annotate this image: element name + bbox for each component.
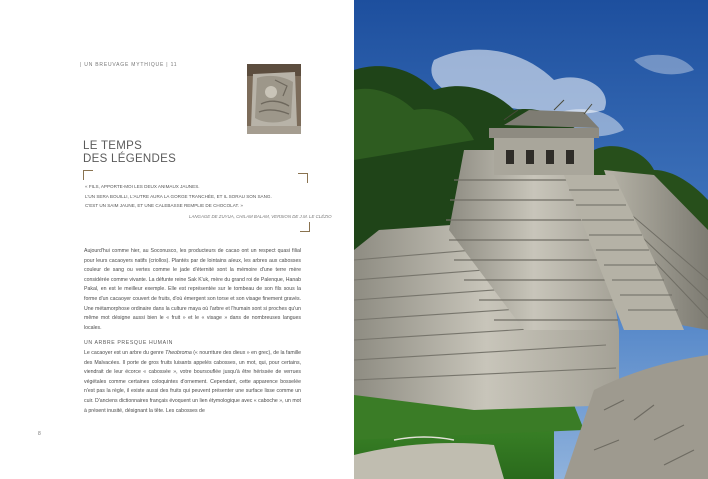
epigraph-quote [85,182,317,211]
quote-bracket-top-left [83,170,93,180]
running-head: | UN BREUVAGE MYTHIQUE | 11 [80,62,178,68]
quote-line: « FILS, APPORTE-MOI LES DEUX ANIMAUX JAUNES. [85,184,200,189]
right-page [354,0,708,479]
quote-bracket-bottom-right [300,222,310,232]
subheading: UN ARBRE PRESQUE HUMAIN [84,340,174,347]
paragraph-2-italic: Theobroma [165,349,192,356]
stone-carving-thumbnail [247,64,301,134]
paragraph-2-start: Le cacaoyer est un arbre du genre [84,349,166,356]
paragraph-2-rest: (« nourriture des dieux » en grec), de la famille des Malvacées. Il porte de gros fruits luisants appelés cabosses, un mot, qui, pour certains, viendrait de leur écorce « cabossée », votre boursouflée jusqu'à être hérissée de verrues végétales comme certaines coloquintes d'ornement. Cependant, cette apparence bosselée n'est pas la règle, il existe aussi des fruits qui peuvent présenter une surface lisse comme un cuir. D'anciens dictionnaires français évoquent un lien étymologique avec « caboche », un mot à présent inusité, désignant la tête. Les cabosses de [84,349,301,414]
page-number: 8 [38,431,41,437]
title-line-1: LE TEMPS [83,140,143,152]
section-title [83,140,176,165]
quote-line: L'UN SERA BOUILLI, L'AUTRE AURA LA GORGE TRANCHÉE, ET IL SORAU SON SANG. [85,193,272,199]
quote-line: C'EST UN SAIM JAUNE, ET UNE CALEBASSE REMPLIE DE CHOCOLAT. » [85,203,243,208]
title-line-2: DES LÉGENDES [83,152,177,165]
body-text [84,247,301,416]
paragraph-2 [84,349,301,416]
quote-source: LANGAGE DE ZUYUA, CHILAM BALAM, VERSION DE J.M. LE CLÉZIO [189,214,332,219]
paragraph-1: Aujourd'hui comme hier, au Soconusco, les producteurs de cacao ont un respect quasi filial pour leurs cacaoyers natifs (criollos). Plantés par de lointains aïeux, les arbres aux cabosses couleur de sang ou vertes comme le jade d'éternité sont la mémoire d'une terre mère considérée comme vivante. La défunte reine Sak K'uk, mère du grand roi de Palenque, Hanab Pakal, en est le meilleur exemple. Elle est représentée sur le tombeau de son fils sous la forme d'un cacaoyer couvert de fruits, d'où émergent son torse et son visage finement gravés. Une métamorphose ordinaire dans la culture maya où l'arbre et l'humain sont si proches qu'un même mot désigne aussi bien le « fruit » et le « visage » dans de nombreuses langues locales. [84,248,301,331]
temple-photo [354,0,708,479]
